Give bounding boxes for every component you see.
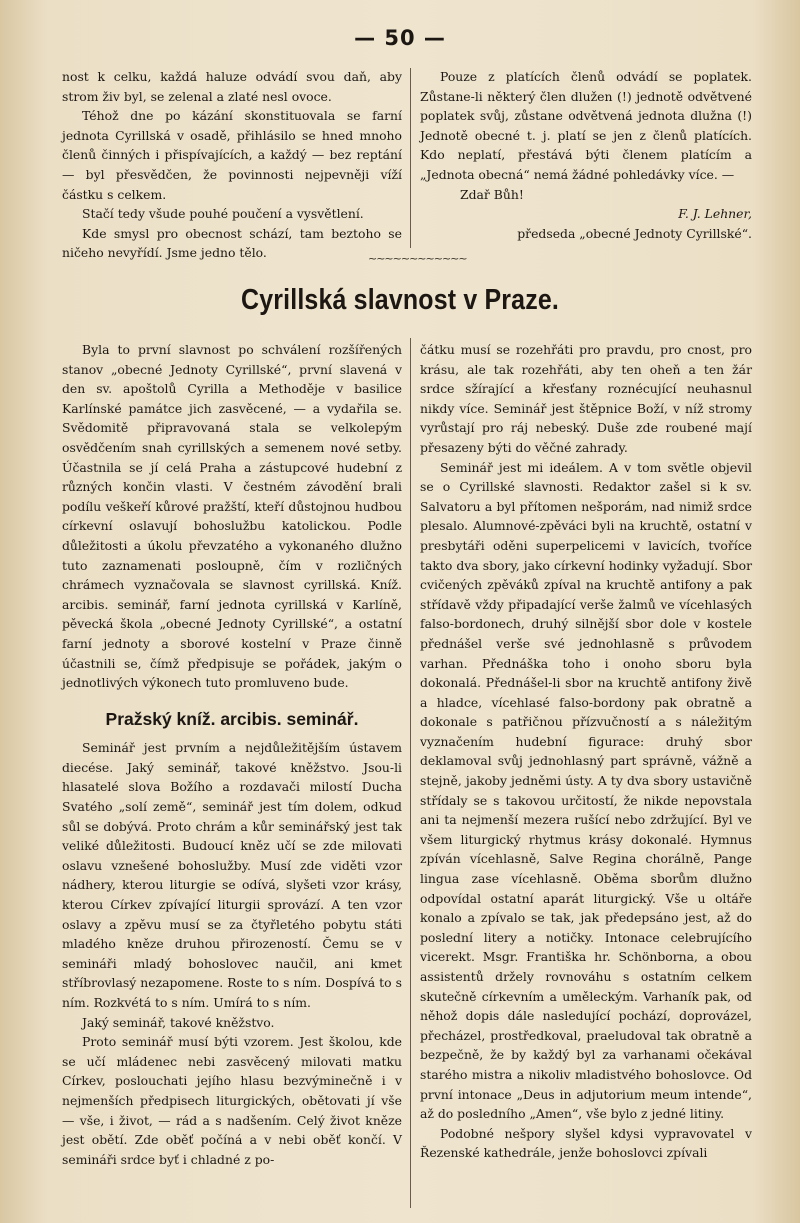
article-left-column: [62, 340, 402, 1169]
signature-title: předseda „obecné Jednoty Cyrillské“.: [517, 225, 752, 241]
article-right-column: [420, 340, 752, 1163]
top-right-column: [420, 67, 752, 243]
top-right-paragraph: Pouze z platících členů odvádí se poplatek. Zůstane-li některý člen dlužen (!) jednotě odvětvené poplatek svůj, zůstane odvětvená jednota dlužna (!) Jednotě obecné t. j. platí se jen z členů platících. Kdo neplatí, přestává býti členem platícím a „Jednota obecná“ nemá žádné pohledávky více. —: [420, 69, 752, 182]
article-paragraph: Proto seminář musí býti vzorem. Jest školou, kde se učí mládenec nebi zasvěcený milovati matku Církev, poslouchati jejího hlasu bezvýminečně i v nejmenších předpisech liturgických, obětovati jí vše — vše, i život, — rád a s nadšením. Celý život kněze jest obětí. Zde oběť počíná a v nebi oběť končí. V semináři srdce byť i chladné z po-: [62, 1034, 402, 1167]
column-divider: [410, 68, 411, 248]
article-intro-paragraph: Byla to první slavnost po schválení rozšířených stanov „obecné Jednoty Cyrillské“, první slavená v den sv. apoštolů Cyrilla a Methoděje v basilice Karlínské památce jich zasvěcené, — a vydařila se. Svědomitě připravovaná stala se velkolepým osvědčením snah cyrillských a semenem nové setby. Účastnila se jí celá Praha a zástupcové hudební z různých končin vlasti. V čestném závodění brali podílu veškeří kůrové pražští, kteří důstojnou hudbou církevní oslavují bohoslužbu katolickou. Podle důležitosti a úkolu převzatého a vykonaného dlužno tuto zaznamenati posloupně, čím v rozličných chrámech vyznačovala se slavnost cyrillská. Kníž. arcibis. seminář, farní jednota cyrillská v Karlíně, pěvecká škola „obecné Jednoty Cyrillské“, a ostatní farní jednoty a sborové kostelní v Praze činně účastnili se, čímž předpisuje se pořádek, jakým o jednotlivých výkonech tuto promluveno bude.: [62, 342, 402, 691]
column-divider: [410, 338, 411, 1208]
decorative-divider: ~~~~~~~~~~~~: [368, 252, 467, 265]
signature-name: F. J. Lehner,: [678, 206, 752, 222]
page-number: — 50 —: [354, 26, 446, 50]
article-title: Cyrillská slavnost v Praze.: [241, 284, 559, 316]
article-paragraph: Podobné nešpory slyšel kdysi vypravovatel v Řezenské kathedrále, jenže bohoslovci zpívali: [420, 1125, 752, 1161]
article-paragraph: čátku musí se rozehřáti pro pravdu, pro cnost, pro krásu, ale tak rozehřáti, aby ten oheň a ten žár srdce sžírající a křesťany roznécující neuhasnul nikdy více. Seminář jest štěpnice Boží, v níž stromy vyrůstají pro ráj nebeský. Duše zde roubené mají přesazeny býti do věčné zahrady.: [420, 342, 752, 455]
article-paragraph: Seminář jest prvním a nejdůležitějším ústavem diecése. Jaký seminář, takové kněžstvo. Jsou-li hlasatelé slova Božího a rozdavači milostí Ducha Svatého „solí země“, seminář jest tím dolem, odkud sůl se dobývá. Proto chrám a kůr seminářský jest tak veliké důležitosti. Budoucí kněz učí se zde milovati oslavu vznešené bohoslužby. Musí zde viděti vzor nádhery, kterou liturgie se odívá, slyšeti vzor krásy, kterou Církev zpívající liturgii sprovází. A ten vzor oslavy a zpěvu musí se za čtyřletého pobytu státi mladého kněze druhou přirozeností. Čemu se v semináři mladý bohoslovec naučil, ani kmet stříbrovlasý nezapomene. Roste to s ním. Dospívá to s ním. Rozkvétá to s ním. Umírá to s ním.: [62, 740, 402, 1010]
top-left-paragraph: Kde smysl pro obecnost schází, tam beztoho se ničeho nevyřídí. Jsme jedno tělo.: [62, 225, 402, 261]
top-left-paragraph: nost k celku, každá haluze odvádí svou daň, aby strom živ byl, se zelenal a zlaté nesl ovoce.: [62, 69, 402, 104]
article-paragraph: Jaký seminář, takové kněžstvo.: [82, 1014, 275, 1030]
top-left-paragraph: Téhož dne po kázání skonstituovala se farní jednota Cyrillská v osadě, přihlásilo se hned mnoho členů činných i přispívajících, a každý — bez reptání — byl přesvědčen, že povinnosti nejpevněji víží částku s celkem.: [62, 108, 402, 202]
section-heading: Pražský kníž. arcibis. seminář.: [105, 708, 359, 729]
top-left-column: [62, 67, 402, 263]
signature-block: [420, 204, 752, 243]
top-left-paragraph: Stačí tedy všude pouhé poučení a vysvětlení.: [82, 206, 364, 222]
article-paragraph: Seminář jest mi ideálem. A v tom světle objevil se o Cyrillské slavnosti. Redaktor zašel si k sv. Salvatoru a byl přítomen nešporám, nad nimiž srdce plesalo. Alumnové-zpěváci byli na kruchtě, ostatní v presbytáři oděni superpelicemi v lavicích, tvoříce takto dva sbory, jako církevní hodinky vyžadují. Sbor cvičených zpěváků zpíval na kruchtě antifony a pak střídavě vždy připadající verše žalmů ve vícehlasých falso-bordonech, druhý silnější sbor dole v kostele přednášel verše své jednohlasně s průvodem varhan. Přednáška toho i onoho sboru byla dokonalá. Přednášel-li sbor na kruchtě antifony živě a hladce, vícehlasé falso-bordony pak obratně a dokonale s patřičnou přízvučností a s náležitým vyznačením hudební figurace: druhý sbor deklamoval svůj jednohlasný part správně, vážně a stejně, jakoby jedněmi ústy. A ty dva sbory ustavičně střídaly se s takovou určitostí, že nikde nepovstala ani ta nejmenší mezera rušící nebo zdržující. Byl ve všem liturgický rhytmus krásy dokonalé. Hymnus zpíván vícehlasně, Salve Regina chorálně, Pange lingua zase vícehlasně. Oběma sborům dlužno odpovídal ostatní aparát liturgický. Vše u oltáře konalo a zpívalo se tak, jak předepsáno jest, až do poslední litery a notičky. Intonace celebrujícího vicerekt. Msgr. Františka hr. Schönborna, a obou assistentů držely rovnováhu s ostatním celkem skutečně církevním a uměleckým. Varhaník pak, od něhož dopis dále nasledující pochází, doprovázel, přecházel, prostředkoval, praeludoval tak obratně a bezpečně, že by každý byl za varhanami očekával starého mistra a nikoliv mladistvého bohoslovce. Od první intonace „Deus in adjutorium meum intende“, až do posledního „Amen“, vše bylo z jedné litiny.: [420, 459, 752, 1122]
closing-greeting: Zdař Bůh!: [460, 186, 524, 202]
